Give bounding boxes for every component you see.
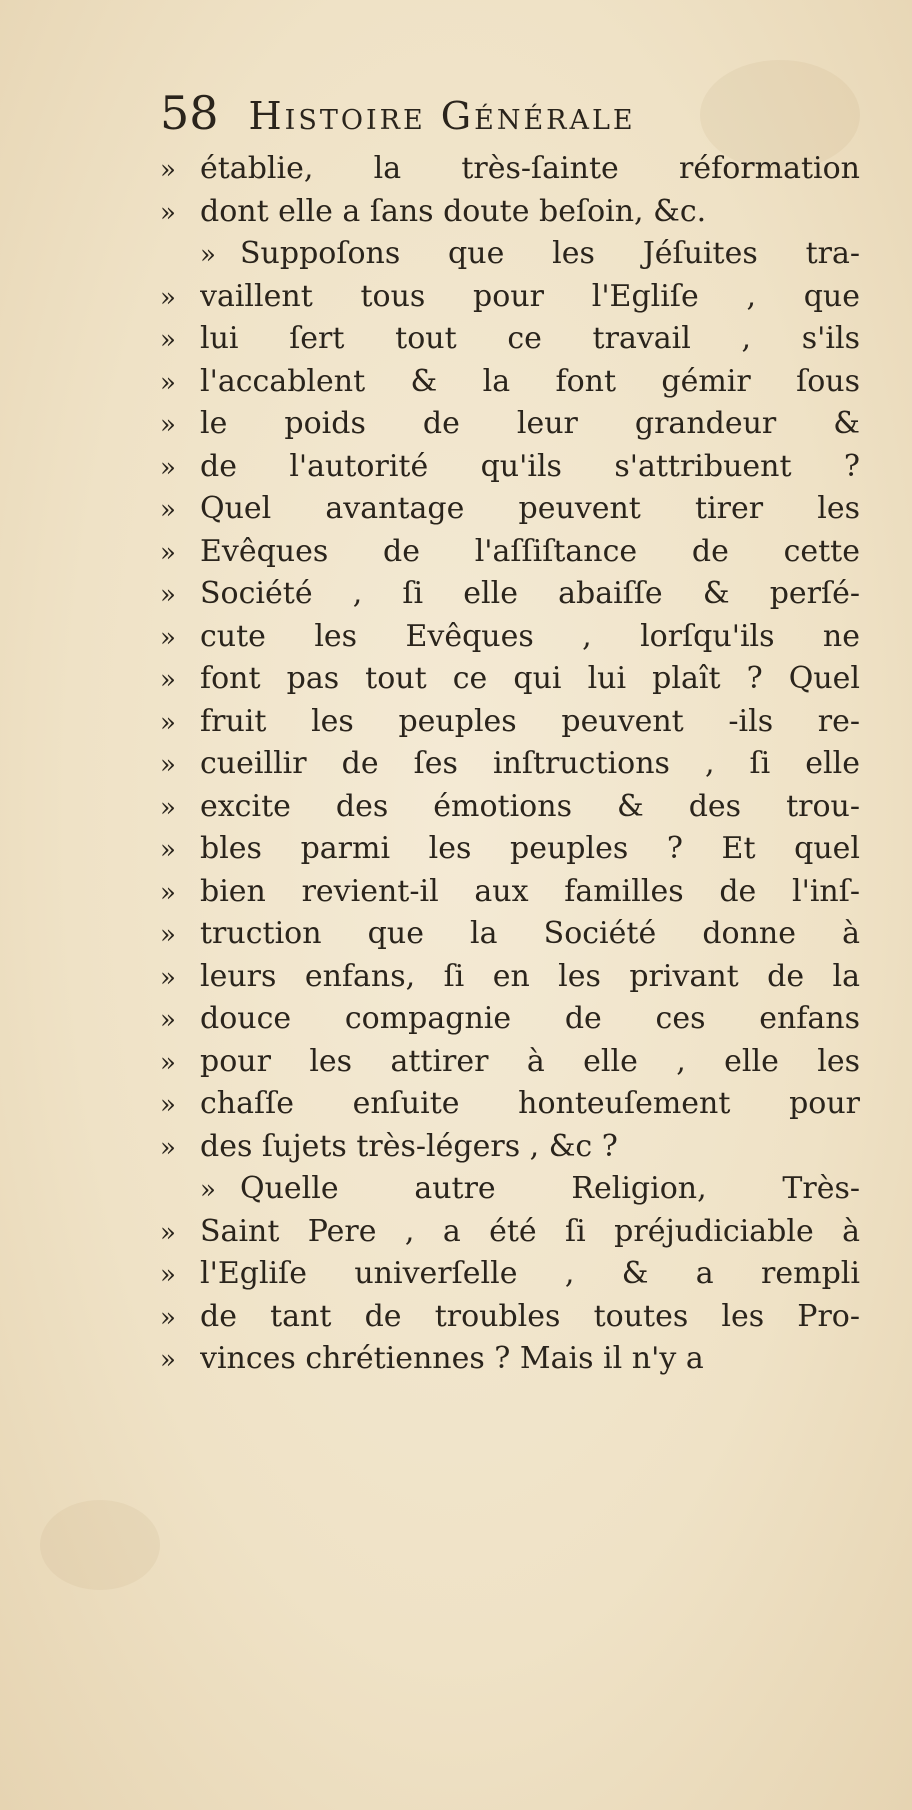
text-line — [160, 1083, 860, 1126]
line-text: douce compagnie de ces enfans — [200, 1001, 860, 1036]
text-line — [160, 998, 860, 1041]
line-text: pour les attirer à elle , elle les — [200, 1043, 860, 1079]
quote-mark: » — [160, 580, 176, 610]
line-text: Quelle autre Religion, Très- — [240, 1171, 860, 1206]
quote-mark: » — [160, 495, 176, 525]
quote-mark: » — [160, 1090, 176, 1120]
paper-stain — [40, 1500, 160, 1590]
line-text: cute les Evêques , lorſqu'ils ne — [200, 618, 860, 654]
text-line — [160, 403, 860, 446]
quote-mark: » — [160, 452, 176, 483]
quote-mark: » — [160, 282, 176, 313]
text-line — [160, 913, 860, 956]
text-line — [160, 573, 860, 616]
line-text: des ſujets très-légers , &c ? — [200, 1128, 618, 1164]
line-text: leurs enfans, ſi en les privant de la — [200, 958, 860, 994]
line-text: établie, la très-ſainte réformation — [200, 151, 860, 186]
text-line — [160, 1168, 860, 1211]
quote-mark: » — [160, 1302, 176, 1333]
line-text: cueillir de ſes inſtructions , ſi elle — [200, 746, 860, 781]
text-line — [160, 233, 860, 276]
text-line — [160, 701, 860, 744]
quote-mark: » — [160, 835, 176, 865]
quote-mark: » — [160, 792, 176, 823]
quote-mark: » — [160, 155, 176, 185]
text-line — [160, 871, 860, 914]
line-text: vaillent tous pour l'Egliſe , que — [200, 278, 860, 314]
quote-mark: » — [160, 367, 176, 398]
text-line — [160, 658, 860, 701]
quote-mark: » — [160, 537, 176, 568]
text-line — [160, 488, 860, 531]
text-line — [160, 191, 860, 234]
line-text: l'accablent & la font gémir ſous — [200, 363, 860, 399]
running-title: Histoire Générale — [248, 94, 636, 138]
quote-mark: » — [160, 750, 176, 780]
quote-mark: » — [160, 707, 176, 738]
line-text: dont elle a ſans doute beſoin, &c. — [200, 193, 707, 229]
quote-mark: » — [160, 1260, 176, 1290]
quote-mark: » — [160, 1345, 176, 1375]
quote-mark: » — [200, 1175, 216, 1205]
text-line — [160, 1041, 860, 1084]
text-line — [160, 828, 860, 871]
line-text: de tant de troubles toutes les Pro- — [200, 1298, 860, 1334]
text-line — [160, 361, 860, 404]
text-line — [160, 1338, 860, 1381]
text-line — [160, 276, 860, 319]
body-text — [160, 148, 860, 1381]
page-number: 58 — [160, 86, 219, 140]
line-text: l'Egliſe univerſelle , & a rempli — [200, 1256, 860, 1291]
line-text: fruit les peuples peuvent -ils re- — [200, 703, 860, 739]
quote-mark: » — [160, 410, 176, 440]
line-text: excite des émotions & des trou- — [200, 788, 860, 824]
line-text: bles parmi les peuples ? Et quel — [200, 831, 860, 866]
quote-mark: » — [160, 962, 176, 993]
line-text: le poids de leur grandeur & — [200, 406, 860, 441]
text-line — [160, 531, 860, 574]
line-text: bien revient-il aux familles de l'inſ- — [200, 873, 860, 909]
quote-mark: » — [160, 325, 176, 355]
line-text: Société , ſi elle abaiſſe & perſé- — [200, 576, 860, 611]
line-text: vinces chrétiennes ? Mais il n'y a — [200, 1341, 704, 1376]
text-line — [160, 956, 860, 999]
text-line — [160, 318, 860, 361]
line-text: lui ſert tout ce travail , s'ils — [200, 321, 860, 356]
line-text: de l'autorité qu'ils s'attribuent ? — [200, 448, 860, 484]
line-text: truction que la Société donne à — [200, 916, 860, 951]
quote-mark: » — [160, 197, 176, 228]
quote-mark: » — [160, 622, 176, 653]
quote-mark: » — [160, 1047, 176, 1078]
text-line — [160, 1126, 860, 1169]
quote-mark: » — [160, 1217, 176, 1248]
text-line — [160, 616, 860, 659]
text-line — [160, 1211, 860, 1254]
text-line — [160, 148, 860, 191]
line-text: chaſſe enſuite honteuſement pour — [200, 1086, 860, 1121]
text-line — [160, 446, 860, 489]
quote-mark: » — [160, 1132, 176, 1163]
line-text: Saint Pere , a été ſi préjudiciable à — [200, 1213, 860, 1249]
text-line — [160, 743, 860, 786]
line-text: Evêques de l'aſſiſtance de cette — [200, 533, 860, 569]
text-line — [160, 1253, 860, 1296]
line-text: Quel avantage peuvent tirer les — [200, 491, 860, 526]
quote-mark: » — [160, 665, 176, 695]
line-text: font pas tout ce qui lui plaît ? Quel — [200, 661, 860, 696]
quote-mark: » — [160, 920, 176, 950]
text-line — [160, 786, 860, 829]
quote-mark: » — [200, 240, 216, 270]
text-line — [160, 1296, 860, 1339]
page-header — [160, 86, 636, 140]
line-text: Suppoſons que les Jéſuites tra- — [240, 236, 860, 271]
quote-mark: » — [160, 1005, 176, 1035]
quote-mark: » — [160, 877, 176, 908]
